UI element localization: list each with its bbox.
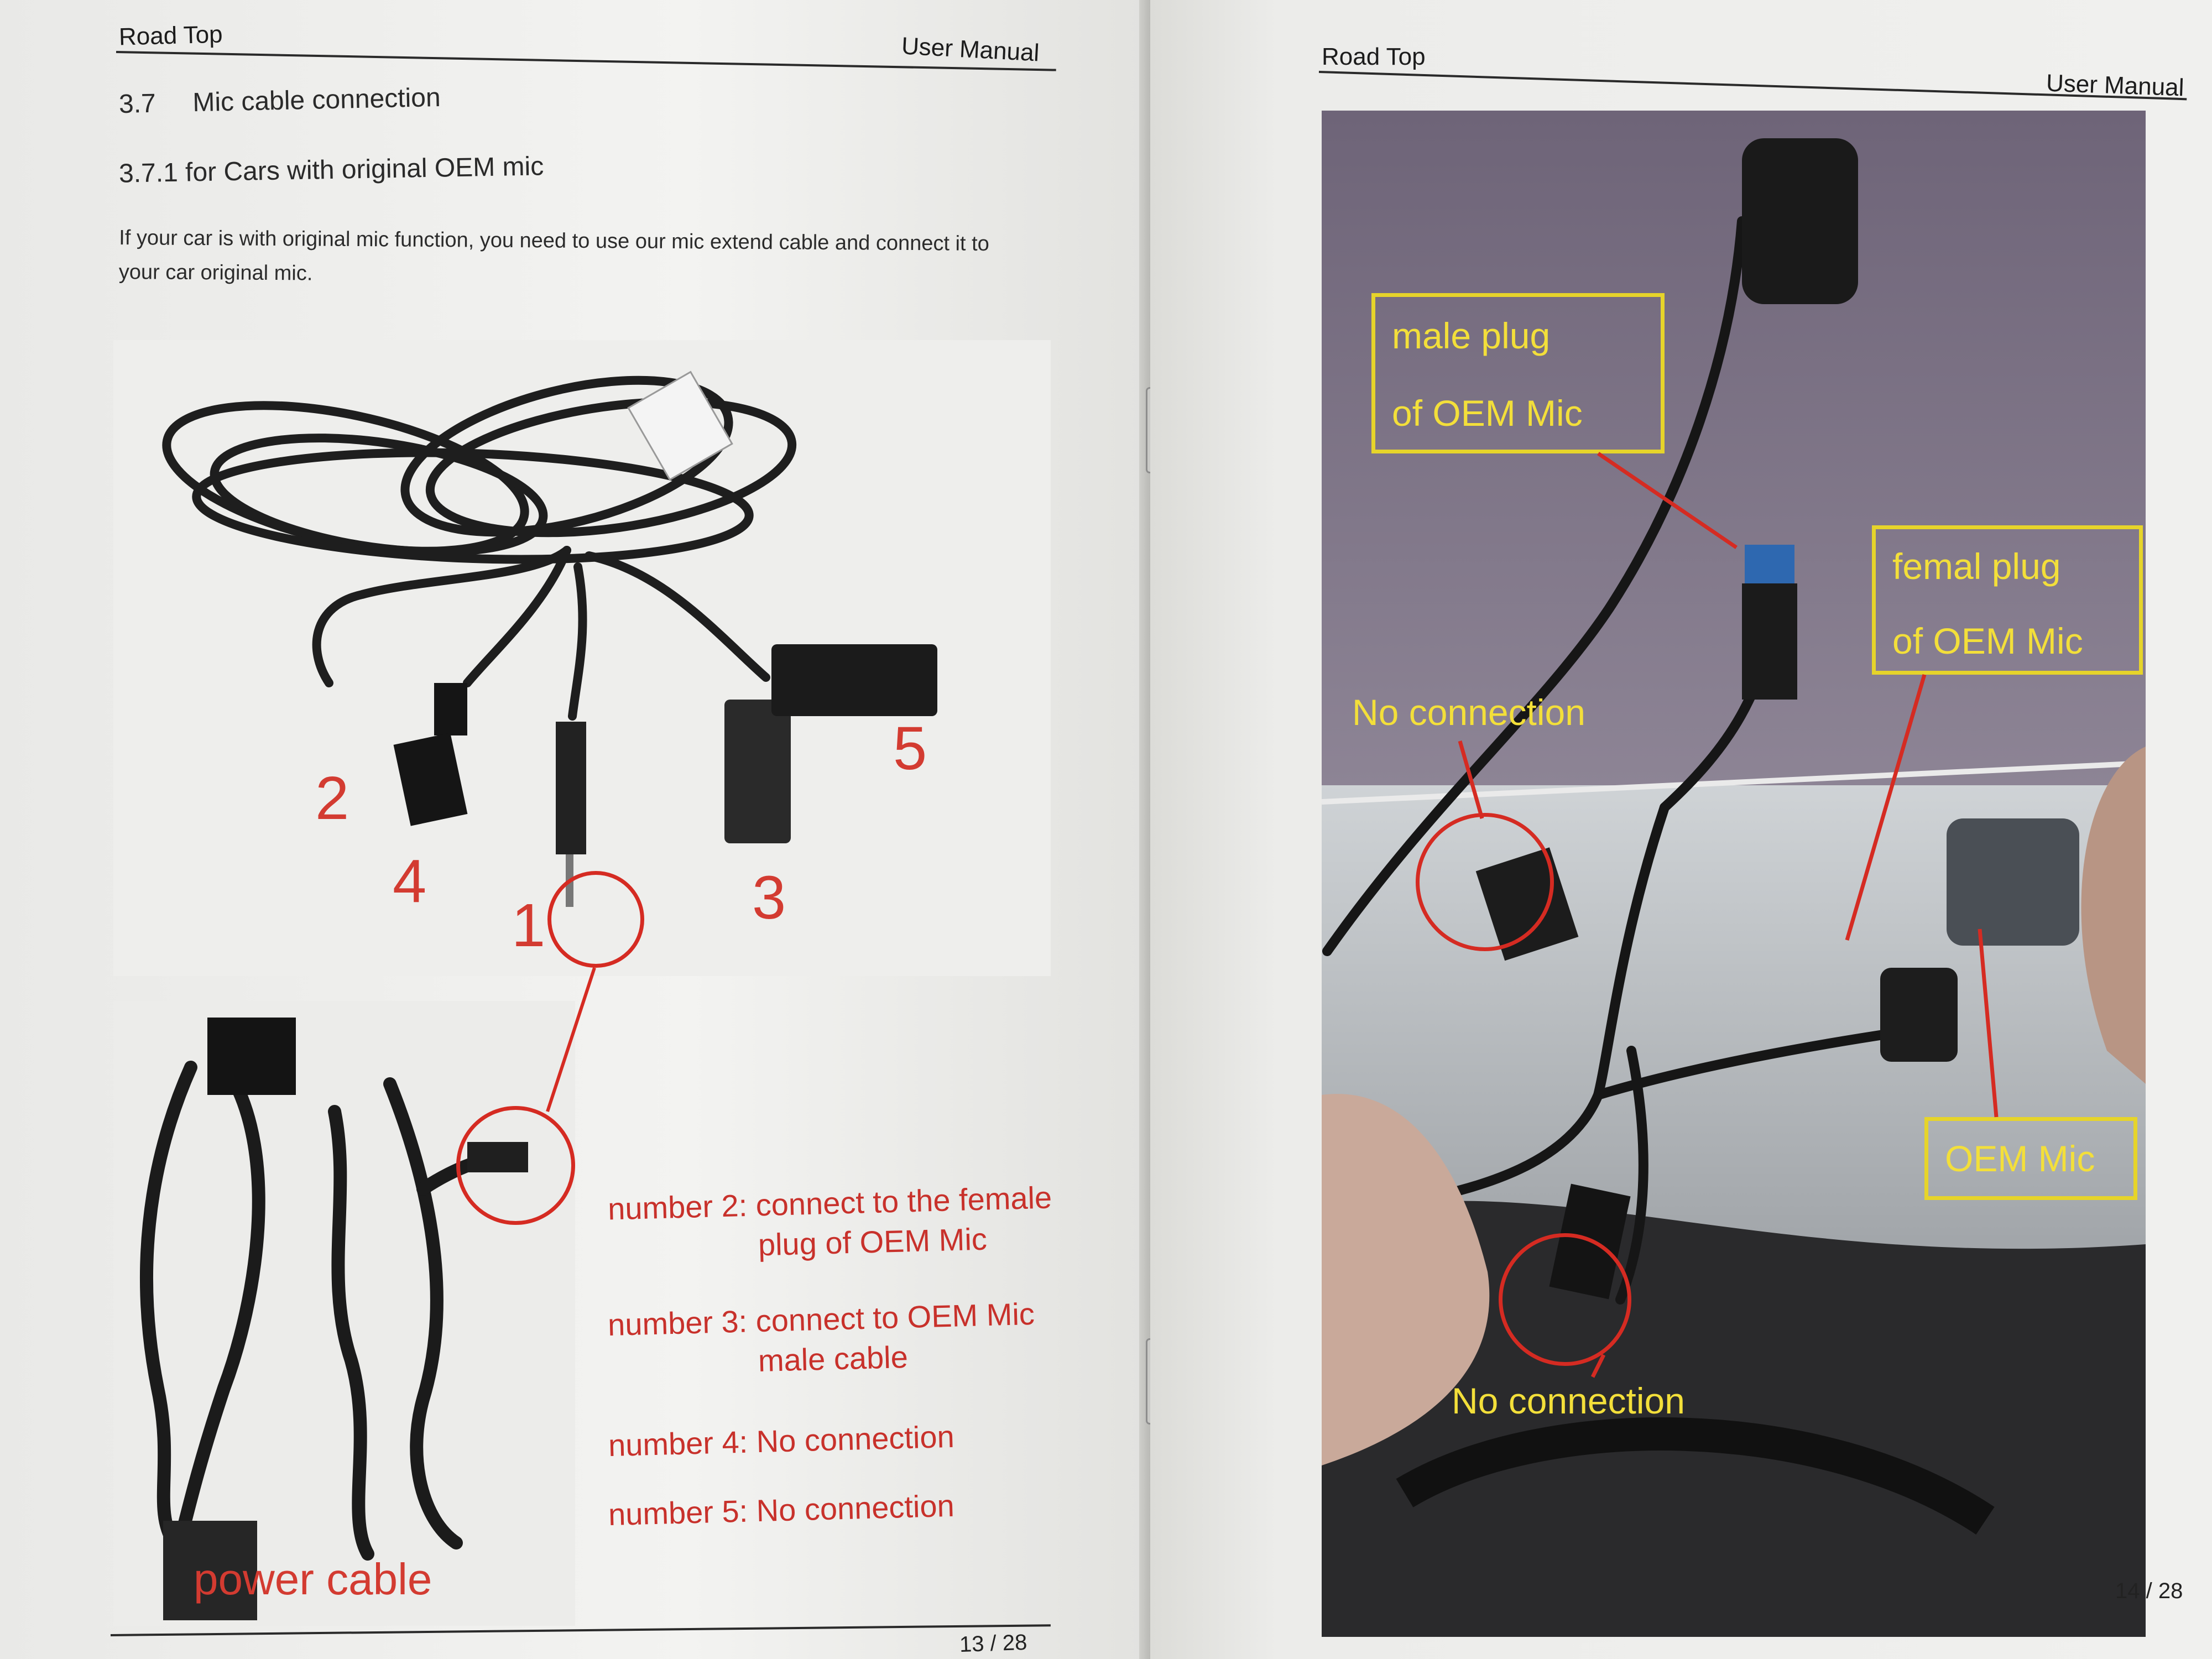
female-plug-line-2: of OEM Mic bbox=[1892, 620, 2083, 661]
number-label-1: 1 bbox=[512, 891, 546, 959]
no-connection-circle-bottom bbox=[1499, 1233, 1631, 1366]
male-plug-line-2: of OEM Mic bbox=[1392, 393, 1583, 434]
note-4-text: No connection bbox=[755, 1418, 955, 1459]
intro-line-1: If your car is with original mic function, you need to use our mic extend cable and connect it to bbox=[119, 226, 989, 256]
power-cable-label: power cable bbox=[194, 1554, 432, 1604]
right-header-manual: User Manual bbox=[2046, 69, 2185, 102]
note-number-3 bbox=[607, 1294, 1036, 1385]
right-page bbox=[1150, 0, 2212, 1659]
note-3-text: connect to OEM Mic bbox=[755, 1296, 1035, 1339]
right-header-brand: Road Top bbox=[1322, 43, 1426, 70]
left-page-number: 13 / 28 bbox=[959, 1630, 1028, 1657]
number-label-5: 5 bbox=[893, 714, 927, 782]
right-page-number: 14 / 28 bbox=[2115, 1579, 2183, 1603]
number-label-3: 3 bbox=[752, 864, 786, 932]
note-3-cont: male cable bbox=[758, 1339, 909, 1379]
section-heading bbox=[118, 82, 441, 119]
intro-line-2: your car original mic. bbox=[118, 260, 313, 285]
note-number-5 bbox=[608, 1486, 954, 1535]
left-header-manual: User Manual bbox=[900, 32, 1040, 67]
note-3-label: number 3: bbox=[607, 1303, 748, 1343]
number-label-2: 2 bbox=[315, 764, 349, 832]
no-connection-label-bottom: No connection bbox=[1452, 1380, 1685, 1421]
note-5-text: No connection bbox=[755, 1488, 955, 1528]
oem-mic-label: OEM Mic bbox=[1924, 1117, 2137, 1200]
note-2-text: connect to the female bbox=[755, 1180, 1052, 1223]
note-2-label: number 2: bbox=[607, 1187, 748, 1227]
note-number-2 bbox=[607, 1178, 1053, 1269]
female-plug-line-1: femal plug bbox=[1892, 546, 2061, 587]
number-label-4: 4 bbox=[393, 847, 427, 915]
note-number-4 bbox=[608, 1417, 954, 1465]
power-cable-illustration bbox=[113, 1001, 575, 1626]
note-5-label: number 5: bbox=[608, 1493, 748, 1532]
note-4-label: number 4: bbox=[608, 1424, 748, 1463]
left-header-brand: Road Top bbox=[118, 20, 223, 51]
intro-paragraph bbox=[119, 221, 1060, 296]
subsection-heading: 3.7.1 for Cars with original OEM mic bbox=[118, 152, 544, 189]
power-jack-circle bbox=[456, 1106, 575, 1225]
no-connection-circle-top bbox=[1416, 813, 1554, 951]
female-plug-label bbox=[1872, 525, 2143, 675]
section-number: 3.7 bbox=[118, 88, 156, 119]
male-plug-label bbox=[1371, 293, 1665, 453]
power-cable-photo bbox=[113, 1001, 575, 1626]
note-2-cont: plug of OEM Mic bbox=[758, 1221, 988, 1262]
no-connection-label-top: No connection bbox=[1352, 692, 1585, 733]
male-plug-line-1: male plug bbox=[1392, 315, 1551, 356]
section-title: Mic cable connection bbox=[192, 82, 441, 118]
jack-circle bbox=[547, 871, 644, 968]
left-footer-rule bbox=[111, 1624, 1051, 1636]
